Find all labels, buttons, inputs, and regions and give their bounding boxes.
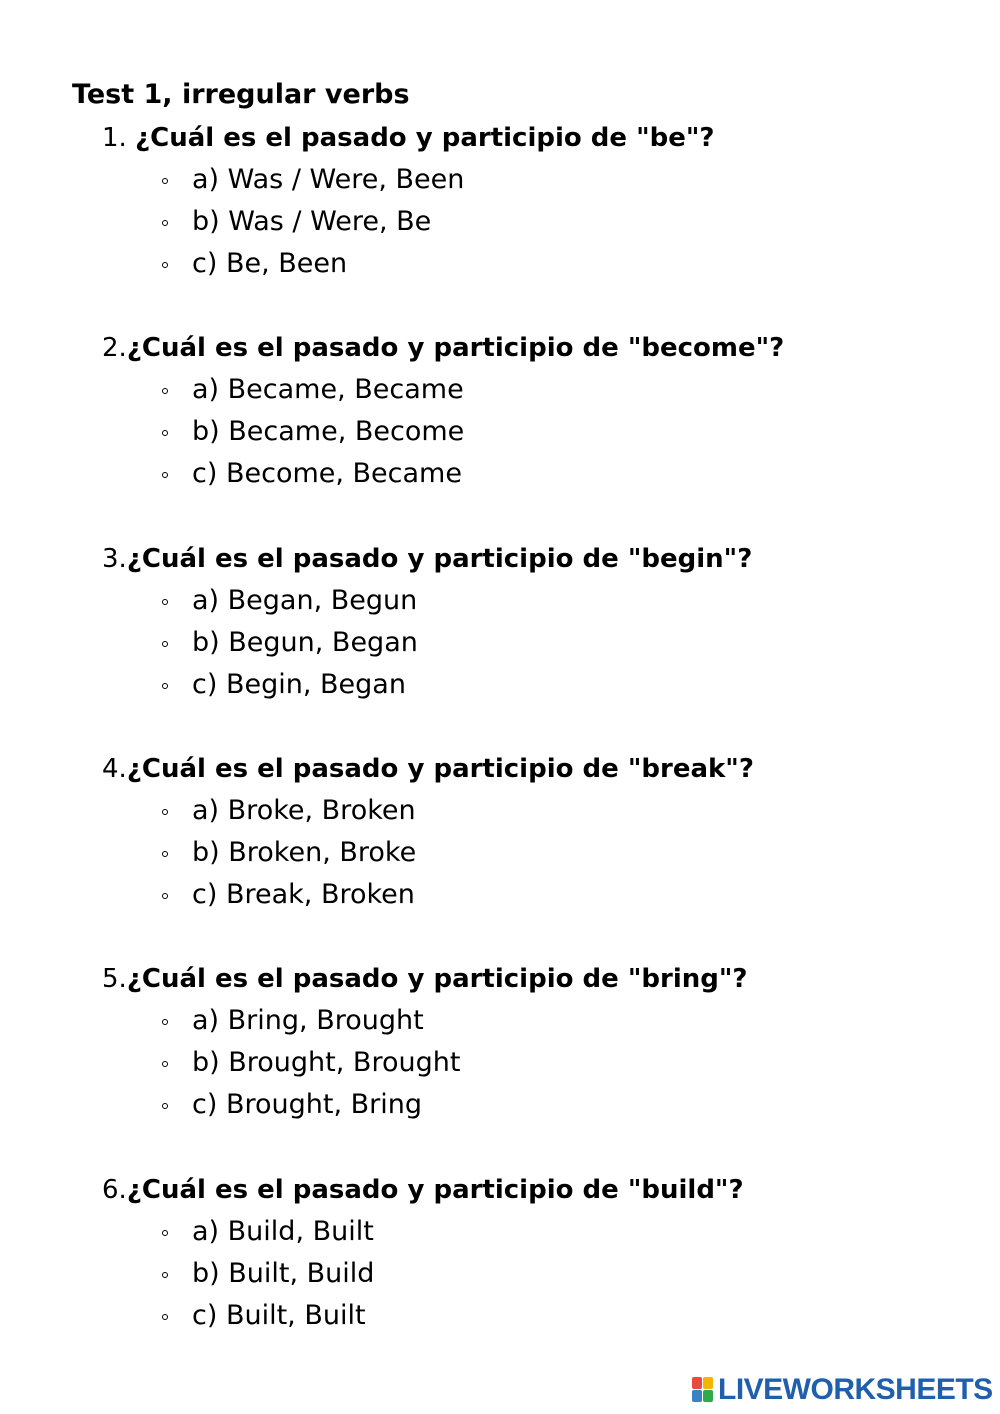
question-text: ¿Cuál es el pasado y participio de "build"? [126,1175,744,1205]
question-prompt [102,748,962,790]
question-text: ¿Cuál es el pasado y participio de "bring"? [126,964,748,994]
option-a[interactable] [102,1000,962,1042]
question-text: ¿Cuál es el pasado y participio de "be"? [135,123,715,153]
liveworksheets-logo-icon [692,1377,714,1403]
radio-bullet-icon[interactable] [162,1103,168,1109]
option-label: c) Begin, Began [192,669,406,700]
radio-bullet-icon[interactable] [162,1019,168,1025]
option-a[interactable] [102,790,962,832]
radio-bullet-icon[interactable] [162,893,168,899]
question-4 [102,748,962,916]
question-text: ¿Cuál es el pasado y participio de "break"? [126,754,754,784]
option-label: a) Was / Were, Been [192,164,465,195]
option-label: b) Was / Were, Be [192,206,432,237]
option-label: c) Built, Built [192,1300,366,1331]
question-prompt [102,538,962,580]
question-text: ¿Cuál es el pasado y participio de "become"? [126,333,785,363]
option-label: c) Become, Became [192,458,462,489]
question-2 [102,327,962,495]
option-c[interactable] [102,453,962,495]
radio-bullet-icon[interactable] [162,599,168,605]
radio-bullet-icon[interactable] [162,388,168,394]
radio-bullet-icon[interactable] [162,220,168,226]
question-1 [102,117,962,285]
logo-text: LIVEWORKSHEETS [718,1373,993,1406]
radio-bullet-icon[interactable] [162,851,168,857]
option-label: a) Broke, Broken [192,795,416,826]
question-number: 2. [102,333,127,363]
option-b[interactable] [102,832,962,874]
question-number: 4. [102,754,127,784]
option-a[interactable] [102,159,962,201]
option-label: a) Became, Became [192,374,464,405]
option-c[interactable] [102,1295,962,1337]
radio-bullet-icon[interactable] [162,641,168,647]
option-b[interactable] [102,622,962,664]
radio-bullet-icon[interactable] [162,472,168,478]
radio-bullet-icon[interactable] [162,430,168,436]
question-6 [102,1169,962,1337]
option-label: c) Be, Been [192,248,348,279]
option-label: c) Break, Broken [192,879,415,910]
question-prompt [102,1169,962,1211]
option-label: c) Brought, Bring [192,1089,423,1120]
option-c[interactable] [102,243,962,285]
option-a[interactable] [102,369,962,411]
option-label: a) Began, Begun [192,585,418,616]
question-number: 3. [102,544,127,574]
radio-bullet-icon[interactable] [162,683,168,689]
option-a[interactable] [102,580,962,622]
question-prompt [102,327,962,369]
question-3 [102,538,962,706]
radio-bullet-icon[interactable] [162,1061,168,1067]
question-text: ¿Cuál es el pasado y participio de "begin"? [126,544,753,574]
liveworksheets-logo [692,1372,993,1408]
option-c[interactable] [102,874,962,916]
option-b[interactable] [102,201,962,243]
question-number: 1. [102,123,127,153]
question-number: 5. [102,964,127,994]
radio-bullet-icon[interactable] [162,1272,168,1278]
option-c[interactable] [102,1084,962,1126]
radio-bullet-icon[interactable] [162,178,168,184]
question-number: 6. [102,1175,127,1205]
page-title: Test 1, irregular verbs [72,79,410,110]
option-c[interactable] [102,664,962,706]
option-b[interactable] [102,411,962,453]
option-label: b) Brought, Brought [192,1047,461,1078]
option-label: a) Bring, Brought [192,1005,424,1036]
question-5 [102,958,962,1126]
radio-bullet-icon[interactable] [162,262,168,268]
radio-bullet-icon[interactable] [162,1314,168,1320]
radio-bullet-icon[interactable] [162,809,168,815]
option-b[interactable] [102,1253,962,1295]
option-label: b) Built, Build [192,1258,375,1289]
option-a[interactable] [102,1211,962,1253]
option-label: b) Became, Become [192,416,465,447]
question-prompt [102,117,962,159]
option-label: b) Broken, Broke [192,837,417,868]
option-b[interactable] [102,1042,962,1084]
option-label: a) Build, Built [192,1216,374,1247]
question-prompt [102,958,962,1000]
option-label: b) Begun, Began [192,627,418,658]
radio-bullet-icon[interactable] [162,1230,168,1236]
